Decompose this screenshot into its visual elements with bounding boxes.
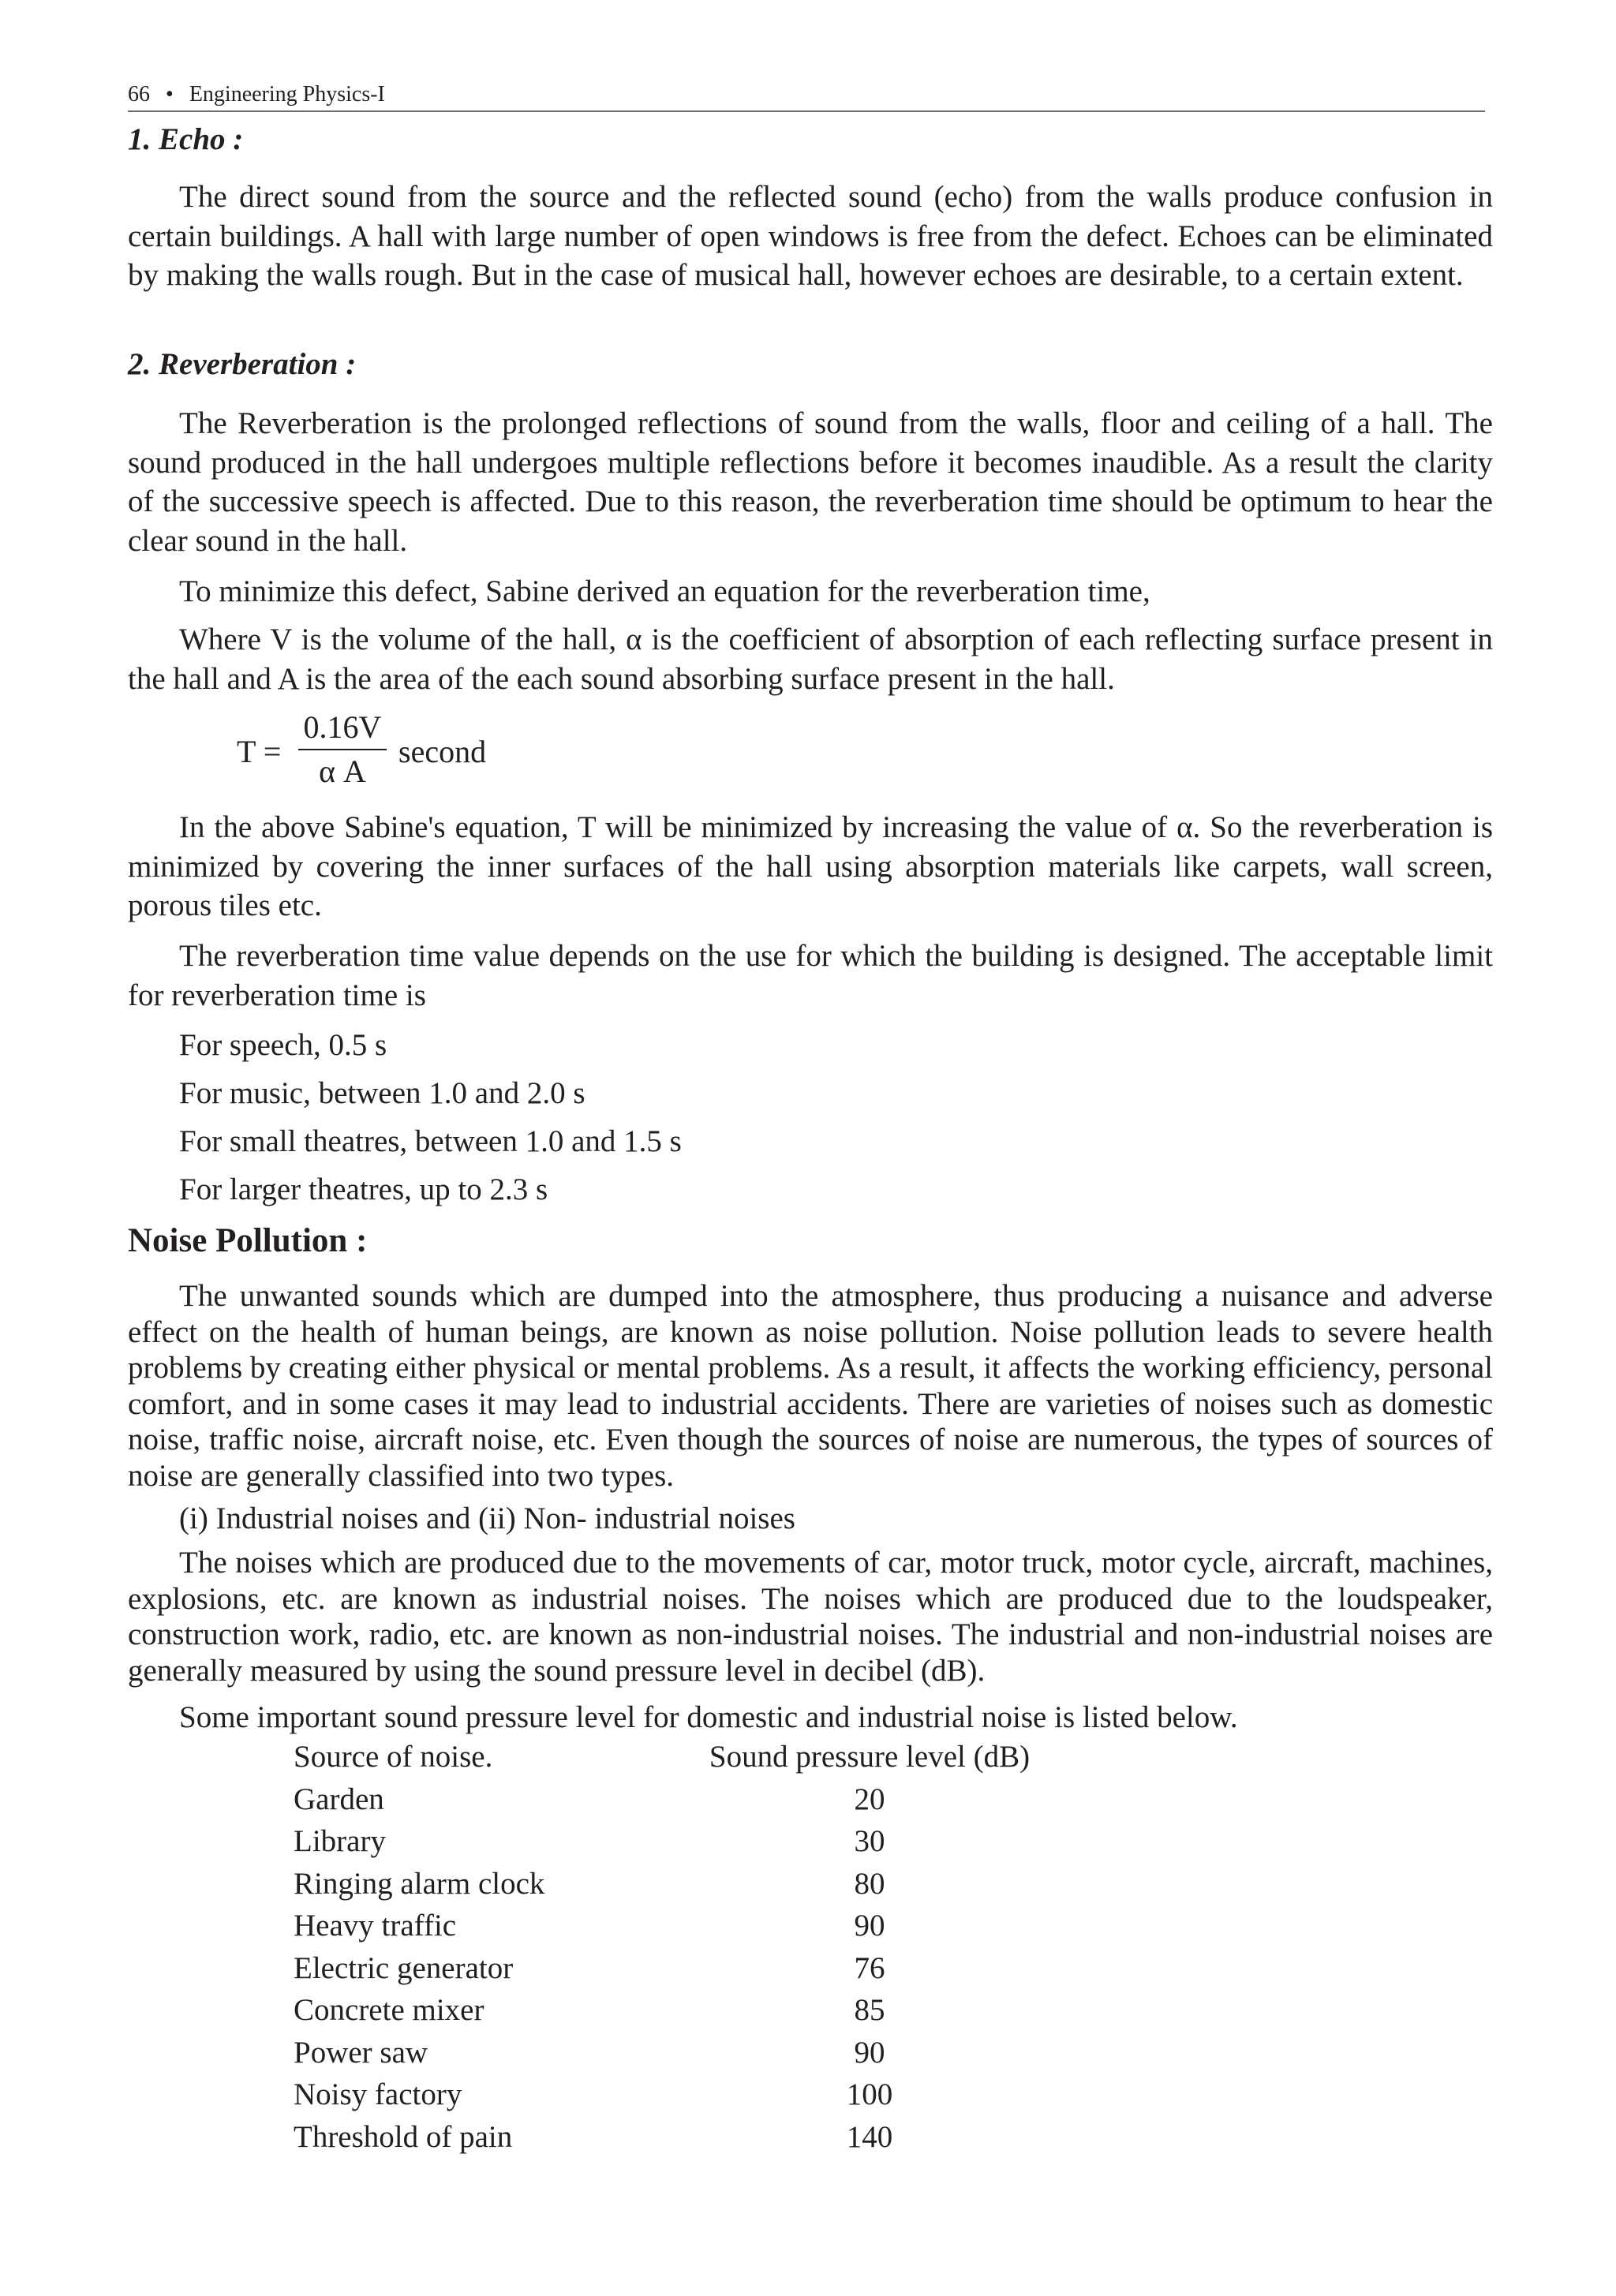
noise-pollution-heading: Noise Pollution : bbox=[128, 1222, 368, 1259]
limit-larger-theatres: For larger theatres, up to 2.3 s bbox=[179, 1172, 548, 1206]
formula-numerator: 0.16V bbox=[303, 709, 382, 745]
table-row bbox=[294, 1820, 1162, 1863]
noise-source: Threshold of pain bbox=[294, 2119, 513, 2154]
noise-level: 85 bbox=[854, 1993, 885, 2027]
noise-source: Power saw bbox=[294, 2035, 428, 2070]
reverberation-paragraph-2: To minimize this defect, Sabine derived an equation for the reverberation time, bbox=[179, 574, 1150, 608]
noise-level: 30 bbox=[854, 1824, 885, 1858]
noise-source: Ringing alarm clock bbox=[294, 1866, 545, 1901]
table-row bbox=[294, 1947, 1162, 1990]
table-header-row bbox=[294, 1736, 1162, 1778]
sound-pressure-table bbox=[294, 1736, 1162, 2158]
running-header bbox=[128, 79, 1485, 112]
table-row bbox=[294, 2074, 1162, 2116]
noise-source: Electric generator bbox=[294, 1950, 514, 1985]
book-title: Engineering Physics-I bbox=[189, 82, 385, 107]
formula-lhs: T = bbox=[237, 734, 282, 769]
column-header-level: Sound pressure level (dB) bbox=[709, 1740, 1031, 1774]
reverberation-paragraph-3: Where V is the volume of the hall, α is the coefficient of absorption of each reflecting surface present in the hall and A is the area of the each sound absorbing surface present in the hall. bbox=[128, 623, 1493, 696]
noise-paragraph-1: The unwanted sounds which are dumped into the atmosphere, thus producing a nuisance and adverse effect on the health of human beings, are known as noise pollution. Noise pollution leads to severe health problems by creating either physical or mental problems. As a result, it affects the working efficiency, personal comfort, and in some cases it may lead to industrial accidents. There are varieties of noises such as domestic noise, traffic noise, aircraft noise, etc. Even though the sources of noise are numerous, the types of sources of noise are generally classified into two types. bbox=[128, 1279, 1493, 1493]
noise-level: 80 bbox=[854, 1866, 885, 1901]
noise-source: Heavy traffic bbox=[294, 1909, 457, 1943]
noise-source: Concrete mixer bbox=[294, 1993, 484, 2027]
echo-paragraph: The direct sound from the source and the reflected sound (echo) from the walls produce confusion in certain buildings. A hall with large number of open windows is free from the defect. Echoes can be eliminated by making the walls rough. But in the case of musical hall, however echoes are desirable, to a certain extent. bbox=[128, 180, 1493, 292]
noise-source: Noisy factory bbox=[294, 2077, 462, 2111]
echo-heading: 1. Echo : bbox=[128, 122, 244, 156]
table-row bbox=[294, 1778, 1162, 1821]
noise-source: Garden bbox=[294, 1782, 384, 1816]
noise-paragraph-2: The noises which are produced due to the movements of car, motor truck, motor cycle, aircraft, machines, explosions, etc. are known as industrial noises. The noises which are produced due to the loudspeaker, construction work, radio, etc. are known as non-industrial noises. The industrial and non-industrial noises are generally measured by using the sound pressure level in decibel (dB). bbox=[128, 1546, 1493, 1688]
noise-level: 76 bbox=[854, 1950, 885, 1985]
table-intro: Some important sound pressure level for domestic and industrial noise is listed below. bbox=[179, 1700, 1238, 1734]
limit-small-theatres: For small theatres, between 1.0 and 1.5 s bbox=[179, 1124, 682, 1158]
reverberation-heading: 2. Reverberation : bbox=[128, 347, 357, 381]
limit-speech: For speech, 0.5 s bbox=[179, 1028, 387, 1062]
noise-types-line: (i) Industrial noises and (ii) Non- industrial noises bbox=[179, 1501, 795, 1535]
column-header-source: Source of noise. bbox=[294, 1740, 493, 1774]
fraction-bar bbox=[298, 749, 387, 750]
formula-denominator: α A bbox=[319, 753, 366, 789]
sabine-formula bbox=[237, 709, 552, 795]
noise-level: 90 bbox=[854, 1909, 885, 1943]
reverberation-paragraph-5: The reverberation time value depends on the use for which the building is designed. The acceptable limit for reverberation time is bbox=[128, 939, 1493, 1012]
table-row bbox=[294, 2116, 1162, 2159]
noise-level: 90 bbox=[854, 2035, 885, 2070]
noise-source: Library bbox=[294, 1824, 386, 1858]
header-bullet: • bbox=[166, 82, 174, 107]
reverberation-paragraph-4: In the above Sabine's equation, T will be minimized by increasing the value of α. So the reverberation is minimized by covering the inner surfaces of the hall using absorption materials like carpets, wall screen, porous tiles etc. bbox=[128, 810, 1493, 922]
reverberation-paragraph-1: The Reverberation is the prolonged reflections of sound from the walls, floor and ceiling of a hall. The sound produced in the hall undergoes multiple reflections before it becomes inaudible. As a result the clarity of the successive speech is affected. Due to this reason, the reverberation time should be optimum to hear the clear sound in the hall. bbox=[128, 406, 1493, 558]
table-row bbox=[294, 1989, 1162, 2032]
formula-unit: second bbox=[398, 734, 487, 769]
noise-level: 140 bbox=[846, 2119, 893, 2154]
noise-level: 20 bbox=[854, 1782, 885, 1816]
table-row bbox=[294, 1863, 1162, 1905]
page-number: 66 bbox=[128, 82, 150, 107]
limit-music: For music, between 1.0 and 2.0 s bbox=[179, 1076, 585, 1110]
table-row bbox=[294, 1905, 1162, 1947]
table-row bbox=[294, 2032, 1162, 2074]
noise-level: 100 bbox=[846, 2077, 893, 2111]
